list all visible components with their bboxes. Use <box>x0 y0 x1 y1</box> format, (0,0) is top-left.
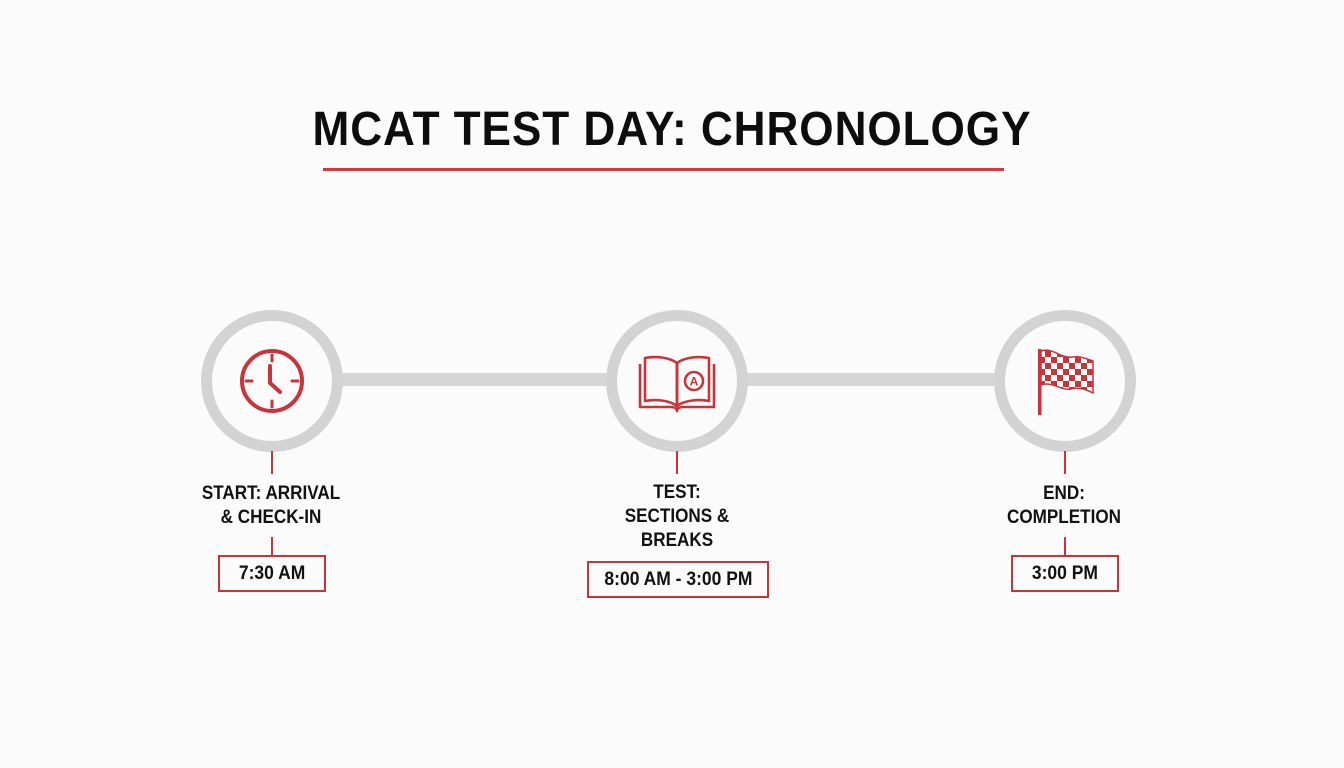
node-end <box>994 310 1136 452</box>
tick-end-bottom <box>1064 537 1066 555</box>
step-label-start <box>181 482 361 530</box>
time-badge-end <box>1011 555 1119 592</box>
step-label-line: SECTIONS & <box>624 506 730 527</box>
step-label-line: BREAKS <box>640 530 714 551</box>
clock-icon <box>237 346 307 416</box>
tick-end-top <box>1064 451 1066 474</box>
step-label-line: START: ARRIVAL <box>201 483 341 504</box>
node-test <box>606 310 748 452</box>
open-book-icon <box>637 349 717 413</box>
connector-line-2 <box>738 373 1003 386</box>
node-start <box>201 310 343 452</box>
connector-line-1 <box>335 373 615 386</box>
time-badge-start <box>218 555 326 592</box>
tick-start-bottom <box>271 537 273 555</box>
step-label-line: TEST: <box>653 482 701 503</box>
time-badge-test <box>587 561 769 598</box>
page-title: MCAT TEST DAY: CHRONOLOGY <box>312 103 1032 156</box>
title-underline <box>323 168 1004 171</box>
time-text: 7:30 AM <box>238 562 306 584</box>
step-label-test <box>587 481 767 553</box>
step-label-end <box>974 482 1154 530</box>
step-label-line: & CHECK-IN <box>220 507 322 528</box>
step-label-line: COMPLETION <box>1006 507 1121 528</box>
time-text: 3:00 PM <box>1031 562 1099 584</box>
checkered-flag-icon <box>1033 345 1097 417</box>
time-text: 8:00 AM - 3:00 PM <box>604 568 752 590</box>
step-label-line: END: <box>1043 483 1085 504</box>
tick-start-top <box>271 451 273 474</box>
tick-test-top <box>676 451 678 474</box>
svg-text:A: A <box>689 374 699 389</box>
